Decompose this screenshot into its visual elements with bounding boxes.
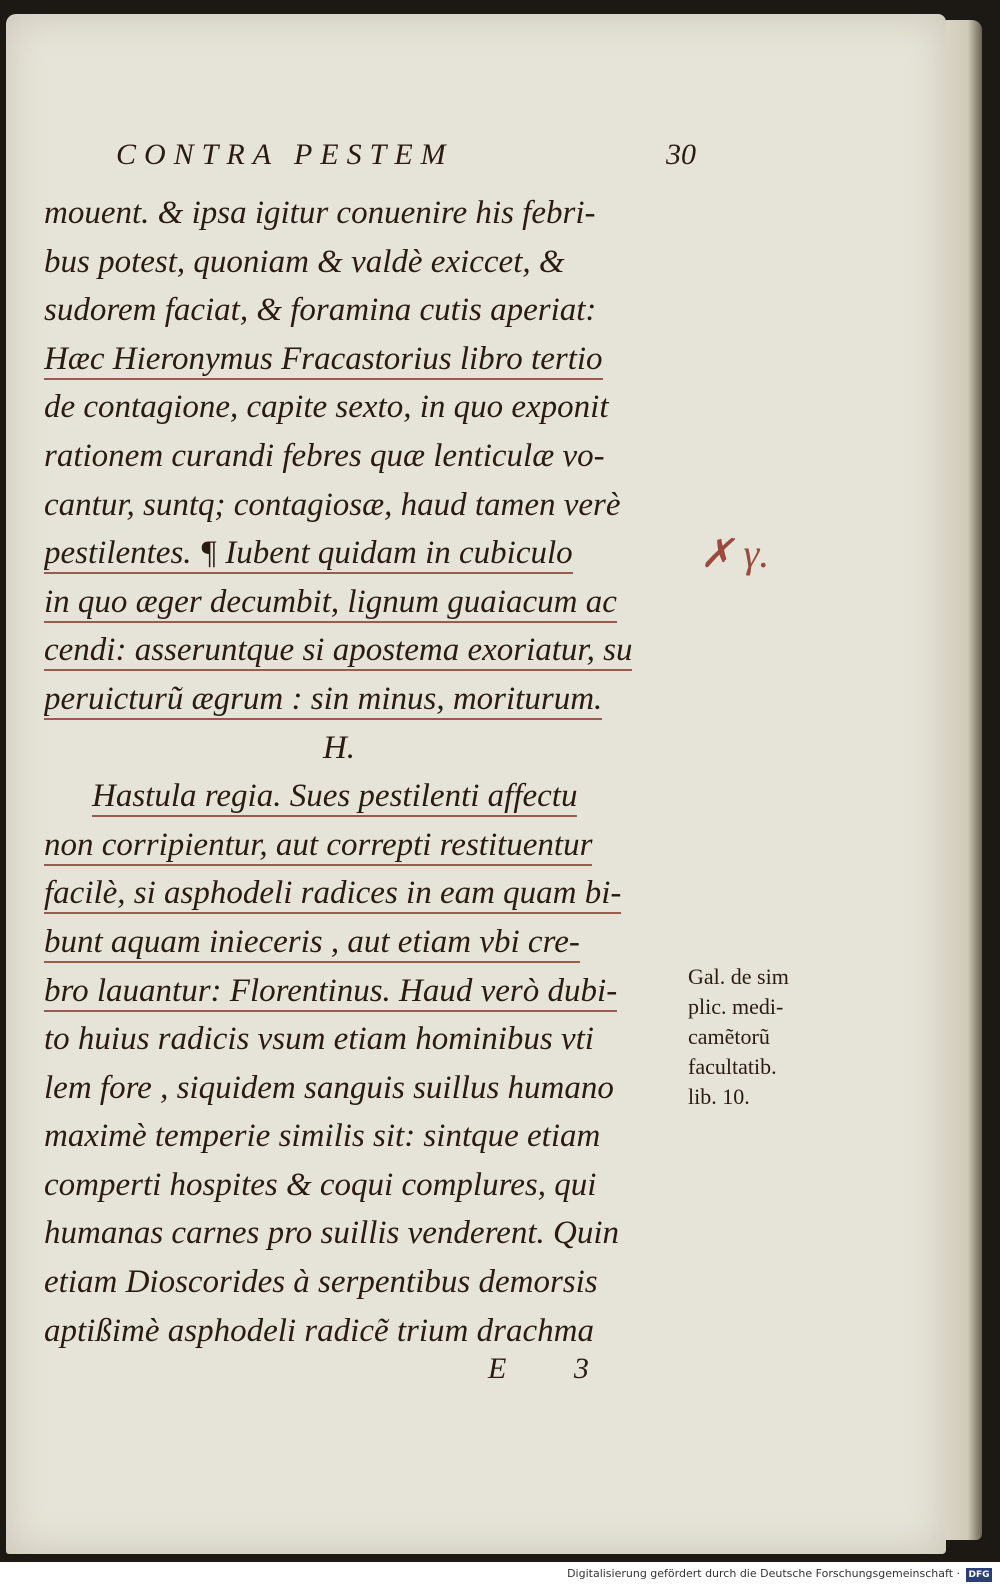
text-line: humanas carnes pro suillis venderent. Quin [44, 1215, 620, 1252]
text-line: maximè temperie similis sit: sintque etiam [44, 1118, 601, 1155]
folio-number: 30 [666, 138, 696, 171]
text-line: de contagione, capite sexto, in quo exponit [44, 389, 609, 426]
underlined-text: cendi: asseruntque si apostema exoriatur, su [44, 632, 632, 671]
margin-note-line: plic. medi- [688, 994, 784, 1019]
text-line: rationem curandi febres quæ lenticulæ vo- [44, 437, 605, 474]
margin-note-line: facultatib. [688, 1054, 777, 1079]
underlined-text: facilè, si asphodeli radices in eam quam bi- [44, 875, 621, 914]
underlined-text: pestilentes. ¶ Iubent quidam in cubiculo [44, 535, 573, 574]
footer-credit: Digitalisierung gefördert durch die Deutsche Forschungsgemeinschaft · [567, 1567, 960, 1580]
text-line: to huius radicis vsum etiam hominibus vti [44, 1021, 594, 1058]
section-letter: H. [322, 729, 356, 766]
text-line: etiam Dioscorides à serpentibus demorsis [44, 1264, 598, 1301]
text-line [44, 578, 694, 627]
text-line: bus potest, quoniam & valdè exiccet, & [44, 243, 565, 280]
margin-note-line: Gal. de sim [688, 964, 789, 989]
text-line [44, 967, 694, 1016]
underlined-text: Hastula regia. Sues pestilenti affectu [92, 778, 577, 817]
underlined-text: Hæc Hieronymus Fracastorius libro tertio [44, 341, 603, 380]
text-line: lem fore , siquidem sanguis suillus humano [44, 1069, 614, 1106]
handwritten-annotation: ✗ γ. [700, 531, 770, 576]
footer-bar [0, 1562, 1000, 1589]
text-line [44, 918, 694, 967]
text-line [44, 529, 694, 578]
underlined-text: bro lauantur: Florentinus. Haud verò dubi- [44, 973, 617, 1012]
text-line [44, 772, 694, 821]
text-line [44, 626, 694, 675]
text-line [44, 675, 694, 724]
running-header [116, 138, 696, 182]
underlined-text: bunt aquam inieceris , aut etiam vbi cre- [44, 924, 580, 963]
margin-note [688, 962, 838, 1112]
text-line [44, 869, 694, 918]
text-line: comperti hospites & coqui complures, qui [44, 1166, 597, 1203]
text-line: aptißimè asphodeli radicẽ trium drachma [44, 1312, 594, 1349]
signature-mark: E 3 [488, 1352, 619, 1385]
underlined-text: peruicturũ ægrum : sin minus, moriturum. [44, 681, 602, 720]
text-line [44, 335, 694, 384]
text-line: cantur, suntq; contagiosæ, haud tamen verè [44, 486, 621, 523]
running-title: CONTRA PESTEM [116, 138, 454, 171]
text-line [44, 821, 694, 870]
page-edge [946, 20, 982, 1540]
text-line: sudorem faciat, & foramina cutis aperiat: [44, 292, 597, 329]
underlined-text: in quo æger decumbit, lignum guaiacum ac [44, 584, 617, 623]
margin-note-line: camẽtorũ [688, 1024, 770, 1049]
dfg-logo: DFG [966, 1568, 992, 1582]
margin-note-line: lib. 10. [688, 1084, 750, 1109]
body-text [44, 189, 694, 1355]
text-line: mouent. & ipsa igitur conuenire his febri- [44, 195, 596, 231]
underlined-text: non corripientur, aut correpti restituentur [44, 827, 592, 866]
